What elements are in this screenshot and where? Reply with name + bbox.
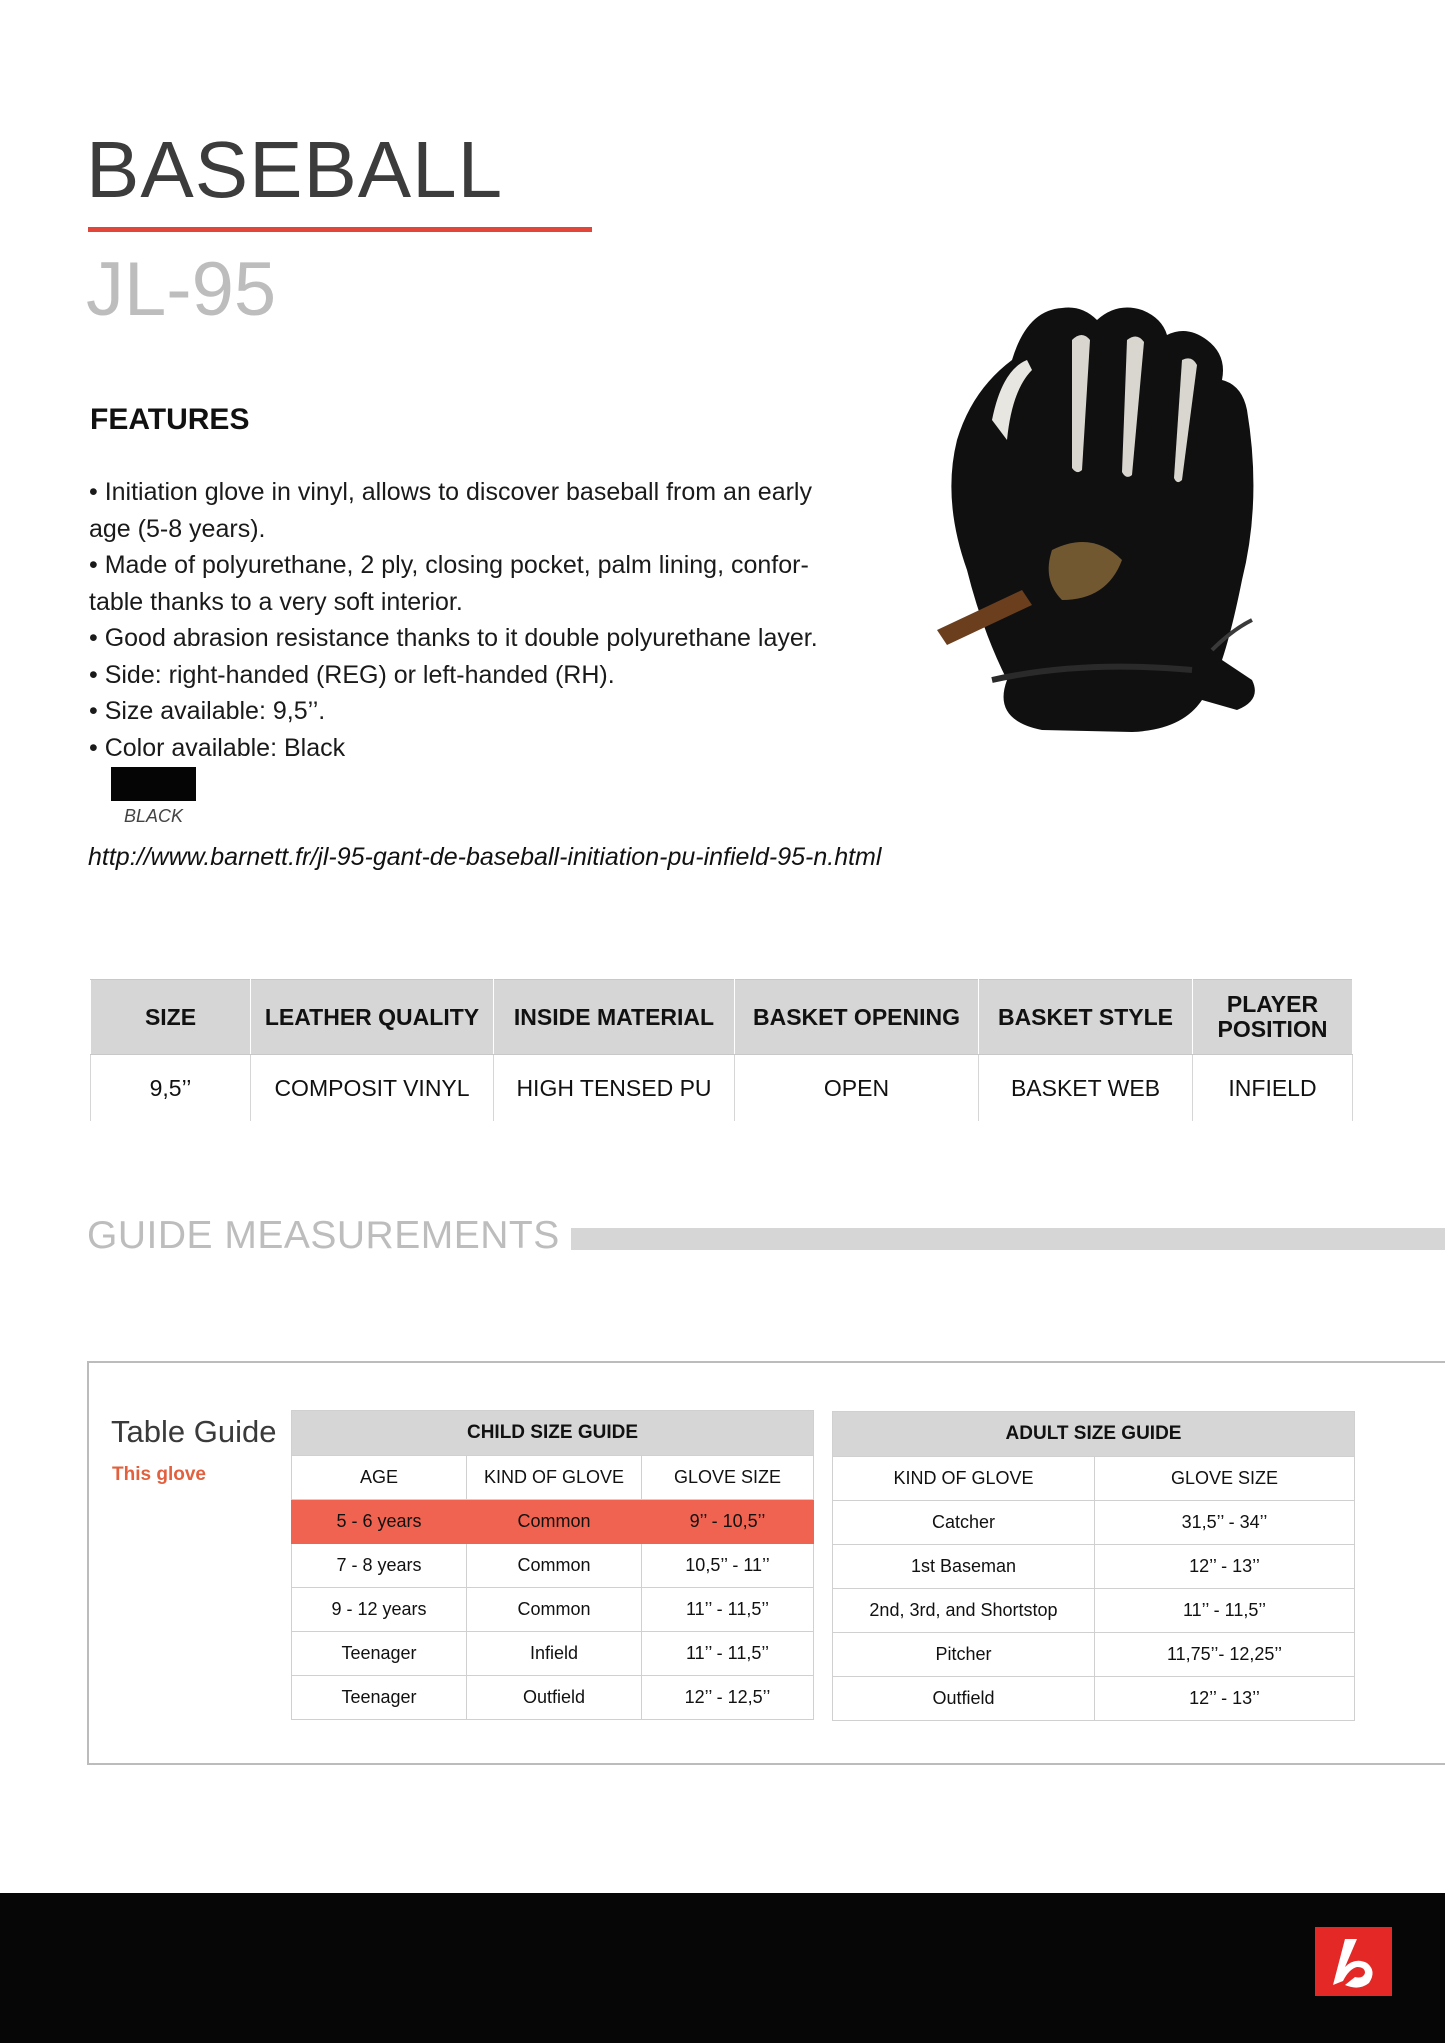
adult-cell: 31,5’’ - 34’’ [1095,1501,1355,1545]
adult-row [833,1501,1355,1545]
this-glove-label: This glove [112,1464,206,1485]
title-underline [88,227,592,232]
child-cell: Teenager [292,1632,467,1676]
child-row [292,1588,814,1632]
feature-line: table thanks to a very soft interior. [89,587,463,616]
adult-size-table [832,1411,1355,1721]
child-cell: Common [467,1544,642,1588]
child-cell: 10,5’’ - 11’’ [642,1544,814,1588]
adult-row [833,1677,1355,1721]
child-size-caption: CHILD SIZE GUIDE [292,1411,814,1456]
swatch-label: BLACK [123,806,184,826]
features-list [89,474,889,766]
page-title: BASEBALL [86,125,504,214]
footer-bar [0,1893,1445,2043]
feature-line: • Color available: Black [89,733,346,762]
child-size-table [291,1410,814,1720]
child-cell: 12’’ - 12,5’’ [642,1676,814,1720]
child-cell: 9 - 12 years [292,1588,467,1632]
child-cell: 11’’ - 11,5’’ [642,1632,814,1676]
child-header-row [292,1456,814,1500]
spec-header: LEATHER QUALITY [251,980,494,1055]
child-header: KIND OF GLOVE [467,1456,642,1500]
color-swatch-black [111,767,196,801]
child-cell: 7 - 8 years [292,1544,467,1588]
adult-cell: 11,75’’- 12,25’’ [1095,1633,1355,1677]
spec-header: BASKET STYLE [979,980,1193,1055]
feature-line: • Good abrasion resistance thanks to it double polyurethane layer. [89,624,818,652]
spec-cell: BASKET WEB [979,1055,1193,1122]
child-cell: Teenager [292,1676,467,1720]
table-guide-title: Table Guide [111,1414,277,1449]
child-cell: 5 - 6 years [292,1500,467,1544]
product-link[interactable]: http://www.barnett.fr/jl-95-gant-de-baseball-initiation-pu-infield-95-n.html [88,843,882,871]
baseball-glove-image [932,300,1272,740]
adult-cell: 12’’ - 13’’ [1095,1677,1355,1721]
child-cell: Common [467,1588,642,1632]
adult-row [833,1589,1355,1633]
adult-cell: 12’’ - 13’’ [1095,1545,1355,1589]
adult-size-caption: ADULT SIZE GUIDE [833,1412,1355,1457]
adult-row [833,1633,1355,1677]
spec-table [90,979,1353,1121]
adult-cell: Pitcher [833,1633,1095,1677]
child-header: AGE [292,1456,467,1500]
adult-header: GLOVE SIZE [1095,1457,1355,1501]
spec-row [91,1055,1353,1122]
child-cell: 9’’ - 10,5’’ [642,1500,814,1544]
child-cell: Common [467,1500,642,1544]
features-heading: FEATURES [90,403,250,436]
feature-line: • Size available: 9,5’’. [89,697,326,725]
feature-line: • Initiation glove in vinyl, allows to discover baseball from an early [89,478,812,506]
spec-header: PLAYER POSITION [1193,980,1353,1055]
adult-cell: 2nd, 3rd, and Shortstop [833,1589,1095,1633]
spec-header: INSIDE MATERIAL [494,980,735,1055]
child-row [292,1676,814,1720]
barnett-logo-icon [1315,1927,1392,1996]
model-name: JL-95 [86,247,277,332]
spec-cell: HIGH TENSED PU [494,1055,735,1122]
spec-cell: COMPOSIT VINYL [251,1055,494,1122]
adult-cell: Catcher [833,1501,1095,1545]
child-row [292,1632,814,1676]
adult-header-row [833,1457,1355,1501]
feature-line: • Side: right-handed (REG) or left-handed (RH). [89,660,615,689]
spec-cell: OPEN [735,1055,979,1122]
spec-header-row [91,980,1353,1055]
child-row-highlighted [292,1500,814,1544]
spec-header: SIZE [91,980,251,1055]
child-cell: Outfield [467,1676,642,1720]
feature-line: age (5-8 years). [89,514,266,543]
child-cell: 11’’ - 11,5’’ [642,1588,814,1632]
guide-title: GUIDE MEASUREMENTS [87,1214,560,1257]
adult-row [833,1545,1355,1589]
adult-cell: 11’’ - 11,5’’ [1095,1589,1355,1633]
guide-title-bar [571,1228,1445,1250]
spec-cell: INFIELD [1193,1055,1353,1122]
adult-cell: 1st Baseman [833,1545,1095,1589]
child-cell: Infield [467,1632,642,1676]
spec-cell: 9,5’’ [91,1055,251,1122]
adult-cell: Outfield [833,1677,1095,1721]
feature-line: • Made of polyurethane, 2 ply, closing pocket, palm lining, confor- [89,551,809,579]
spec-header: BASKET OPENING [735,980,979,1055]
child-header: GLOVE SIZE [642,1456,814,1500]
child-row [292,1544,814,1588]
adult-header: KIND OF GLOVE [833,1457,1095,1501]
